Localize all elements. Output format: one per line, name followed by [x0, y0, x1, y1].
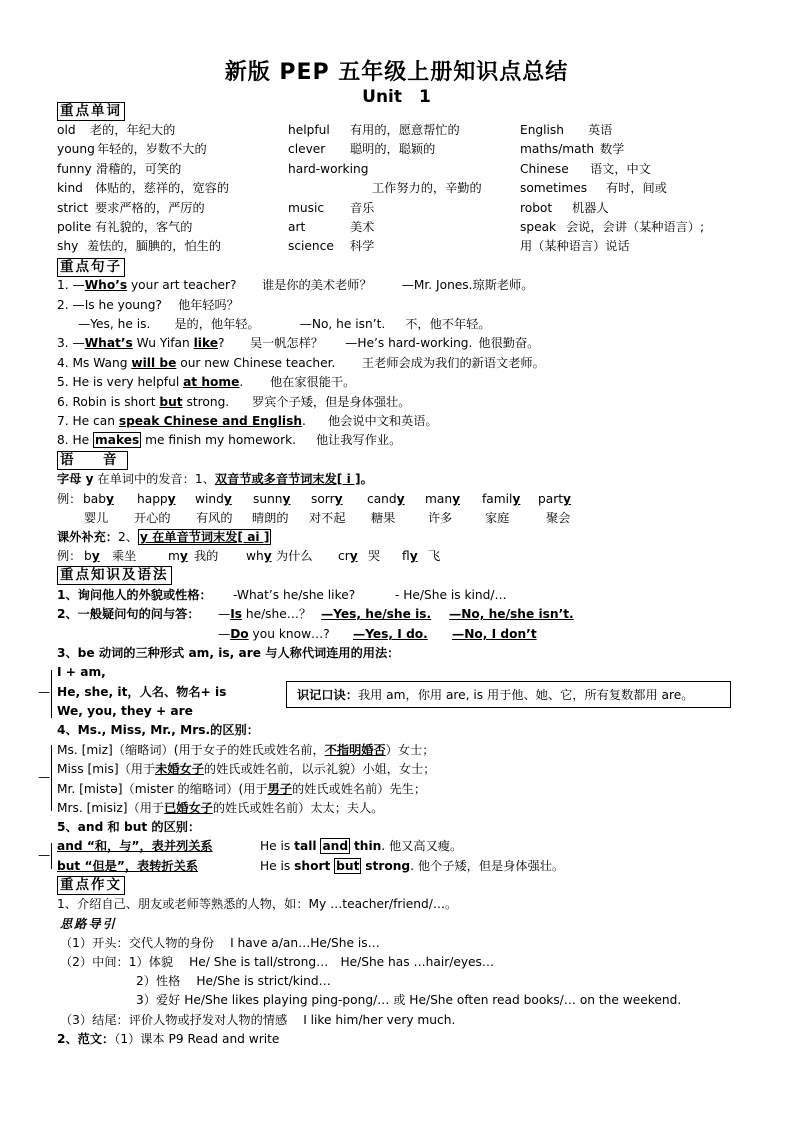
vocab-meaning: 有用的，愿意帮忙的 — [350, 123, 460, 137]
usage-text: 的姓氏或姓名前）太太；夫人。 — [212, 800, 384, 815]
grammar-4-tick: — — [38, 770, 51, 784]
grammar-1-answer: - He/She is kind/… — [395, 588, 507, 602]
word-ending-y: y — [282, 492, 291, 506]
sentence-4: 4. Ms Wang will be our new Chinese teacher. — [57, 356, 336, 370]
usage-text: Mrs. [misiz]（用于 — [57, 800, 165, 815]
vocab-word: clever — [288, 142, 326, 157]
sentence-8-cn: 他让我写作业。 — [316, 433, 402, 447]
sentence-3: 3. —What’s Wu Yifan like? — [57, 336, 225, 350]
sentence-6: 6. Robin is short but strong. — [57, 395, 230, 409]
phonics-word-meaning: 乘坐 — [112, 549, 137, 563]
phonics-word-meaning: 飞 — [428, 549, 441, 563]
sentence-1: 1. —Who’s your art teacher? — [57, 278, 237, 292]
grammar-5-but-example: He is short but strong. 他个子矮，但是身体强壮。 — [260, 859, 565, 873]
phonics-word — [137, 490, 176, 509]
vocab-word: English — [520, 123, 565, 137]
word-ending-y: y — [105, 492, 114, 506]
vocab-meaning: 有礼貌的，客气的 — [95, 220, 193, 234]
usage-text: Mr. [mistə]（mister 的缩略词）(用于 — [57, 781, 268, 796]
grammar-5-but: but “但是”，表转折关系 — [57, 859, 198, 873]
grammar-2-a1: —Yes, he/she is. — [321, 607, 432, 621]
phonics-word — [402, 547, 418, 566]
grammar-3-row-2: He, she, it，人名、物名+ is — [57, 685, 227, 699]
word-ending-y: y — [223, 492, 232, 506]
grammar-5-and-example: He is tall and thin. 他又高又瘦。 — [260, 839, 463, 853]
phonics-word — [83, 490, 114, 509]
word-ending-y: y — [512, 492, 521, 506]
vocab-meaning: 年轻的，岁数不大的 — [97, 142, 207, 157]
vocab-meaning: 用（某种语言）说话 — [520, 239, 630, 254]
key-term: 已婚女子 — [164, 800, 213, 815]
vocab-meaning: 体贴的，慈祥的，宽容的 — [95, 181, 230, 196]
grammar-2-q1: —Is he/she…？ — [218, 607, 312, 621]
usage-text: Miss [mis]（用于 — [57, 762, 156, 777]
vocab-meaning: 科学 — [350, 239, 375, 254]
phonics-word-meaning: 晴朗的 — [252, 511, 289, 525]
word-ending-y: y — [563, 492, 571, 506]
vocab-meaning: 音乐 — [350, 200, 375, 215]
vocab-word: old — [57, 123, 76, 137]
vocab-word: speak — [520, 220, 557, 234]
phonics-word — [367, 490, 405, 509]
vocab-meaning: 机器人 — [572, 200, 609, 215]
sentence-2: 2. —Is he young? 他年轻吗？ — [57, 298, 239, 312]
usage-text: 的姓氏或姓名前）先生； — [291, 781, 427, 796]
vocab-word: robot — [520, 200, 553, 215]
phonics-word — [311, 490, 343, 509]
writing-row-4: 3）爱好 He/She likes playing ping-pong/… 或 He/She often read books/… on the weekend. — [136, 993, 682, 1007]
word-stem: fl — [402, 549, 410, 563]
vocab-word: shy — [57, 239, 79, 254]
grammar-2-label: 2、一般疑问句的问与答： — [57, 607, 200, 621]
sentence-7: 7. He can speak Chinese and English. — [57, 414, 306, 428]
word-ending-y: y — [452, 492, 461, 506]
writing-row-1: （1）开头：交代人物的身份 I have a/an…He/She is… — [60, 936, 380, 950]
word-stem: happ — [137, 492, 168, 506]
heading-grammar: 重点知识及语法 — [57, 566, 172, 585]
vocab-word: sometimes — [520, 181, 588, 196]
grammar-3-row-1: I + am, — [57, 665, 106, 679]
phonics-word-meaning: 对不起 — [309, 511, 346, 525]
vocab-word: science — [288, 239, 334, 254]
phonics-word — [246, 547, 272, 566]
grammar-4-brace — [51, 745, 52, 811]
title-usage-row — [57, 780, 426, 799]
phonics-word-meaning: 婴儿 — [84, 511, 109, 525]
usage-text: ）女士； — [385, 743, 435, 757]
vocab-meaning: 会说，会讲（某种语言）; — [566, 220, 705, 234]
vocab-meaning: 聪明的，聪颖的 — [350, 142, 436, 157]
vocab-meaning: 老的，年纪大的 — [90, 123, 176, 137]
grammar-1-question: -What’s he/she like? — [233, 588, 356, 602]
grammar-1-label: 1、询问他人的外貌或性格： — [57, 588, 212, 602]
phonics-rule-1: 字母 y 在单词中的发音：1、双音节或多音节词末发[ i ]。 — [57, 472, 373, 486]
word-ending-y: y — [349, 549, 358, 563]
sentence-1-cn: 谁是你的美术老师？ —Mr. Jones.琼斯老师。 — [262, 278, 534, 292]
title-usage-row — [57, 799, 383, 818]
writing-row-3: 2）性格 He/She is strict/kind… — [136, 974, 331, 988]
grammar-5-tick: — — [38, 848, 51, 862]
heading-sentences: 重点句子 — [57, 258, 125, 277]
writing-row-5: （3）结尾：评价人物或抒发对人物的情感 I like him/her very much. — [60, 1013, 456, 1027]
sentence-5: 5. He is very helpful at home. — [57, 375, 244, 389]
vocab-meaning: 有时，间或 — [606, 181, 667, 196]
writing-2: 2、范文：（1）课本 P9 Read and write — [57, 1032, 280, 1046]
vocab-word: Chinese — [520, 161, 569, 176]
word-ending-y: y — [334, 492, 343, 506]
vocab-word: helpful — [288, 123, 330, 137]
grammar-2-q2: —Do you know…? — [218, 627, 330, 641]
title-usage-row — [57, 741, 434, 760]
vocab-meaning: 英语 — [588, 123, 613, 137]
heading-vocab: 重点单词 — [57, 102, 125, 121]
phonics-word-meaning: 糖果 — [371, 511, 396, 525]
word-stem: sunn — [253, 492, 283, 506]
phonics-word — [338, 547, 358, 566]
phonics-eg-label: 例： — [57, 492, 82, 506]
sentence-3-cn: 吴一帆怎样？ —He’s hard-working. 他很勤奋。 — [250, 336, 540, 350]
usage-text: Ms. [miz]（缩略词）(用于女子的姓氏或姓名前， — [57, 743, 325, 757]
vocab-meaning: 滑稽的，可笑的 — [96, 161, 182, 176]
phonics-word — [168, 547, 188, 566]
vocab-word: funny — [57, 161, 92, 176]
vocab-word: strict — [57, 200, 89, 215]
writing-row-2: （2）中间：1）体貌 He/ She is tall/strong… He/She has …hair/eyes… — [60, 955, 495, 969]
vocab-word: music — [288, 200, 325, 215]
unit-title: Unit 1 — [362, 87, 431, 107]
key-term: 未婚女子 — [155, 762, 204, 777]
page-title: 新版 PEP 五年级上册知识点总结 — [224, 60, 569, 85]
sentence-5-cn: 他在家很能干。 — [270, 375, 356, 389]
phonics-word-meaning: 我的 — [194, 549, 219, 563]
usage-text: 的姓氏或姓名前，以示礼貌）小姐，女士； — [203, 762, 436, 777]
vocab-meaning: 美术 — [350, 220, 375, 234]
word-ending-y: y — [409, 549, 418, 563]
phonics-rule-2: 课外补充：2、 y 在单音节词末发[ ai ] — [57, 530, 270, 544]
phonics-word — [195, 490, 232, 509]
grammar-3-row-3: We, you, they + are — [57, 704, 193, 718]
vocab-meaning: 工作努力的，辛勤的 — [372, 181, 482, 196]
mnemonic-box: 识记口诀：我用 am，你用 are, is 用于他、她、它，所有复数都用 are。 — [286, 681, 731, 708]
phonics-word-meaning: 家庭 — [485, 511, 510, 525]
phonics-eg-label-2: 例： — [57, 549, 82, 563]
sentence-2-answers: —Yes, he is. 是的，他年轻。 —No, he isn’t. 不，他不年轻。 — [78, 317, 491, 331]
phonics-word — [482, 490, 520, 509]
key-term: 不指明婚否 — [324, 743, 386, 757]
phonics-word-meaning: 哭 — [368, 549, 381, 563]
key-term: 男子 — [267, 781, 292, 796]
word-stem: sorr — [311, 492, 335, 506]
grammar-2-n2: —No, I don’t — [452, 627, 537, 641]
grammar-3-brace — [51, 670, 52, 718]
heading-writing: 重点作文 — [57, 876, 125, 895]
grammar-5-label: 5、and 和 but 的区别： — [57, 820, 201, 834]
writing-guide: 思路导引 — [60, 917, 117, 931]
vocab-meaning: 羞怯的，腼腆的，怕生的 — [87, 239, 222, 254]
vocab-word: polite — [57, 220, 92, 234]
word-stem: wind — [195, 492, 224, 506]
grammar-3-label: 3、be 动词的三种形式 am, is, are 与人称代词连用的用法： — [57, 646, 400, 660]
vocab-meaning: 语文，中文 — [590, 161, 651, 176]
phonics-word-meaning: 有风的 — [196, 511, 233, 525]
word-ending-y: y — [167, 492, 176, 506]
phonics-word-meaning: 聚会 — [546, 511, 571, 525]
word-stem: cand — [367, 492, 397, 506]
word-stem: cr — [338, 549, 350, 563]
word-stem: part — [538, 492, 563, 506]
vocab-word: hard-working — [288, 161, 369, 176]
word-stem: m — [168, 549, 180, 563]
vocab-word: young — [57, 142, 95, 157]
sentence-4-cn: 王老师会成为我们的新语文老师。 — [362, 356, 545, 370]
grammar-4-label: 4、Ms., Miss, Mr., Mrs.的区别： — [57, 723, 259, 737]
phonics-word-meaning: 为什么 — [276, 549, 313, 563]
grammar-2-n1: —No, he/she isn’t. — [449, 607, 574, 621]
word-stem: wh — [246, 549, 264, 563]
word-ending-y: y — [263, 549, 272, 563]
word-stem: man — [425, 492, 453, 506]
sentence-8: 8. He makes me finish my homework. — [57, 433, 297, 447]
sentence-6-cn: 罗宾个子矮，但是身体强壮。 — [252, 395, 411, 409]
grammar-2-a2: —Yes, I do. — [353, 627, 428, 641]
vocab-word: art — [288, 220, 306, 234]
grammar-5-brace — [51, 843, 52, 869]
writing-1: 1、介绍自己、朋友或老师等熟悉的人物，如：My …teacher/friend/…。 — [57, 897, 458, 911]
phonics-word — [538, 490, 571, 509]
vocab-meaning: 要求严格的，严厉的 — [95, 200, 205, 215]
phonics-word — [84, 547, 100, 566]
word-stem: b — [84, 549, 92, 563]
heading-phonics: 语 音 — [57, 451, 128, 470]
vocab-word: maths/math — [520, 142, 595, 157]
word-ending-y: y — [91, 549, 100, 563]
phonics-word-meaning: 许多 — [428, 511, 453, 525]
word-stem: bab — [83, 492, 106, 506]
phonics-word — [253, 490, 290, 509]
title-usage-row — [57, 760, 435, 779]
phonics-word-meaning: 开心的 — [134, 511, 171, 525]
word-ending-y: y — [179, 549, 188, 563]
grammar-5-and: and “和，与”，表并列关系 — [57, 839, 213, 853]
vocab-word: kind — [57, 181, 83, 196]
grammar-3-tick: — — [38, 685, 51, 699]
word-stem: famil — [482, 492, 513, 506]
phonics-word — [425, 490, 460, 509]
word-ending-y: y — [396, 492, 405, 506]
sentence-7-cn: 他会说中文和英语。 — [328, 414, 438, 428]
vocab-meaning: 数学 — [600, 142, 625, 157]
